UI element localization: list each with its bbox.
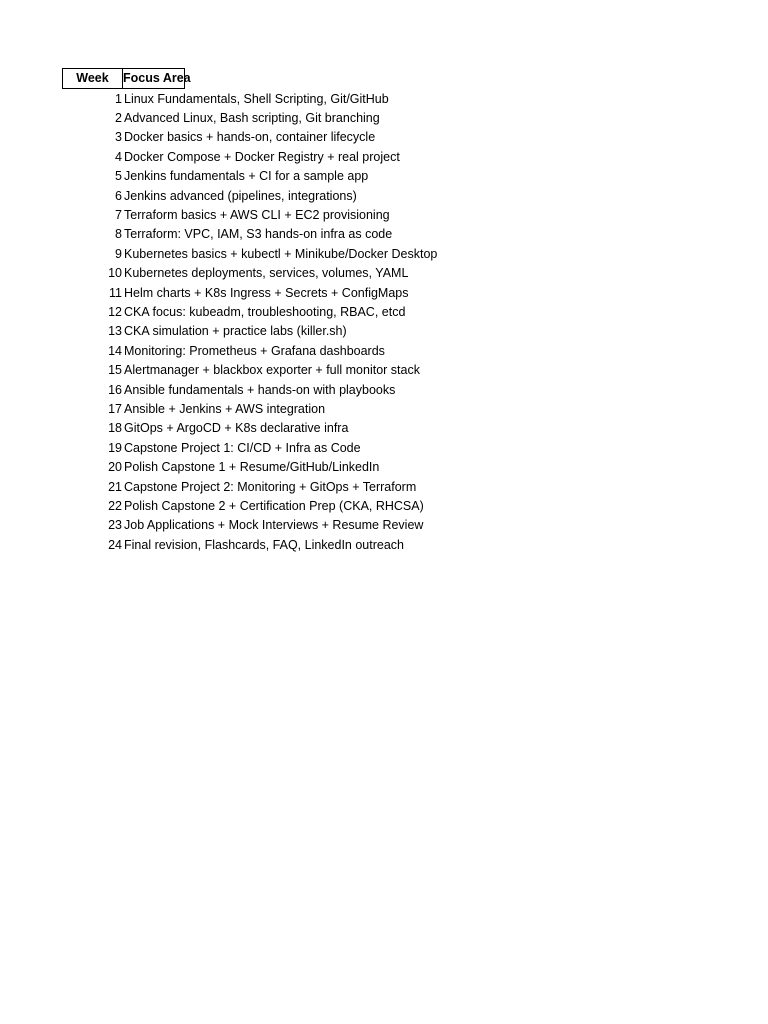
table-row [62,225,437,244]
table-row [62,128,437,147]
focus-area-cell: Kubernetes deployments, services, volumes, YAML [124,266,409,281]
week-number-cell: 15 [108,363,122,378]
table-body [62,89,437,554]
focus-area-cell: Ansible + Jenkins + AWS integration [124,401,326,416]
focus-area-cell: CKA focus: kubeadm, troubleshooting, RBAC, etcd [124,304,406,319]
focus-area-cell: Job Applications + Mock Interviews + Resume Review [124,518,424,533]
table-row [62,205,437,224]
table-row [62,360,437,379]
week-number-cell: 17 [108,401,122,416]
schedule-table [62,68,437,554]
week-number-cell: 19 [108,440,122,455]
table-row [62,516,437,535]
week-number-cell: 13 [108,324,122,339]
table-row [62,535,437,554]
focus-area-cell: Capstone Project 1: CI/CD + Infra as Code [124,440,361,455]
focus-area-cell: Helm charts + K8s Ingress + Secrets + ConfigMaps [124,285,409,300]
week-number-cell: 4 [115,149,122,164]
week-number-cell: 1 [115,91,122,106]
focus-area-cell: Jenkins fundamentals + CI for a sample app [124,169,369,184]
table-row [62,399,437,418]
table-row [62,477,437,496]
table-row [62,283,437,302]
table-row [62,108,437,127]
week-number-cell: 3 [115,130,122,145]
table-row [62,496,437,515]
week-number-cell: 10 [108,266,122,281]
week-number-cell: 23 [108,518,122,533]
week-column-header: Week [62,68,123,89]
focus-area-cell: Jenkins advanced (pipelines, integrations) [124,188,357,203]
table-row [62,264,437,283]
table-row [62,341,437,360]
week-number-cell: 18 [108,421,122,436]
focus-area-cell: Advanced Linux, Bash scripting, Git branching [124,111,380,126]
focus-area-cell: Terraform: VPC, IAM, S3 hands-on infra as code [124,227,393,242]
week-number-cell: 16 [108,382,122,397]
table-row [62,322,437,341]
focus-area-cell: GitOps + ArgoCD + K8s declarative infra [124,421,349,436]
focus-area-cell: Alertmanager + blackbox exporter + full monitor stack [124,363,420,378]
focus-area-cell: Monitoring: Prometheus + Grafana dashboards [124,343,385,358]
focus-area-cell: Docker basics + hands-on, container lifecycle [124,130,376,145]
table-row [62,167,437,186]
table-row [62,380,437,399]
week-number-cell: 22 [108,498,122,513]
week-number-cell: 6 [115,188,122,203]
focus-area-cell: Final revision, Flashcards, FAQ, LinkedIn outreach [124,537,404,552]
focus-area-cell: Kubernetes basics + kubectl + Minikube/Docker Desktop [124,246,438,261]
table-row [62,186,437,205]
table-row [62,438,437,457]
week-number-cell: 11 [109,285,122,300]
focus-area-cell: Polish Capstone 2 + Certification Prep (CKA, RHCSA) [124,498,424,513]
focus-area-cell: CKA simulation + practice labs (killer.sh) [124,324,347,339]
week-number-cell: 20 [108,460,122,475]
week-number-cell: 21 [108,479,122,494]
table-row [62,244,437,263]
table-row [62,302,437,321]
week-number-cell: 2 [115,111,122,126]
table-row [62,419,437,438]
focus-area-cell: Ansible fundamentals + hands-on with playbooks [124,382,396,397]
week-number-cell: 14 [108,343,122,358]
week-number-cell: 8 [115,227,122,242]
week-number-cell: 9 [115,246,122,261]
focus-area-column-header: Focus Area [123,68,185,89]
week-number-cell: 24 [108,537,122,552]
week-number-cell: 12 [108,304,122,319]
focus-area-cell: Docker Compose + Docker Registry + real project [124,149,400,164]
table-row [62,147,437,166]
focus-area-cell: Polish Capstone 1 + Resume/GitHub/LinkedIn [124,460,380,475]
focus-area-cell: Capstone Project 2: Monitoring + GitOps + Terraform [124,479,417,494]
table-header-row [62,68,437,89]
focus-area-cell: Linux Fundamentals, Shell Scripting, Git/GitHub [124,91,389,106]
table-row [62,457,437,476]
focus-area-cell: Terraform basics + AWS CLI + EC2 provisioning [124,208,390,223]
week-number-cell: 7 [115,208,122,223]
week-number-cell: 5 [115,169,122,184]
table-row [62,89,437,108]
